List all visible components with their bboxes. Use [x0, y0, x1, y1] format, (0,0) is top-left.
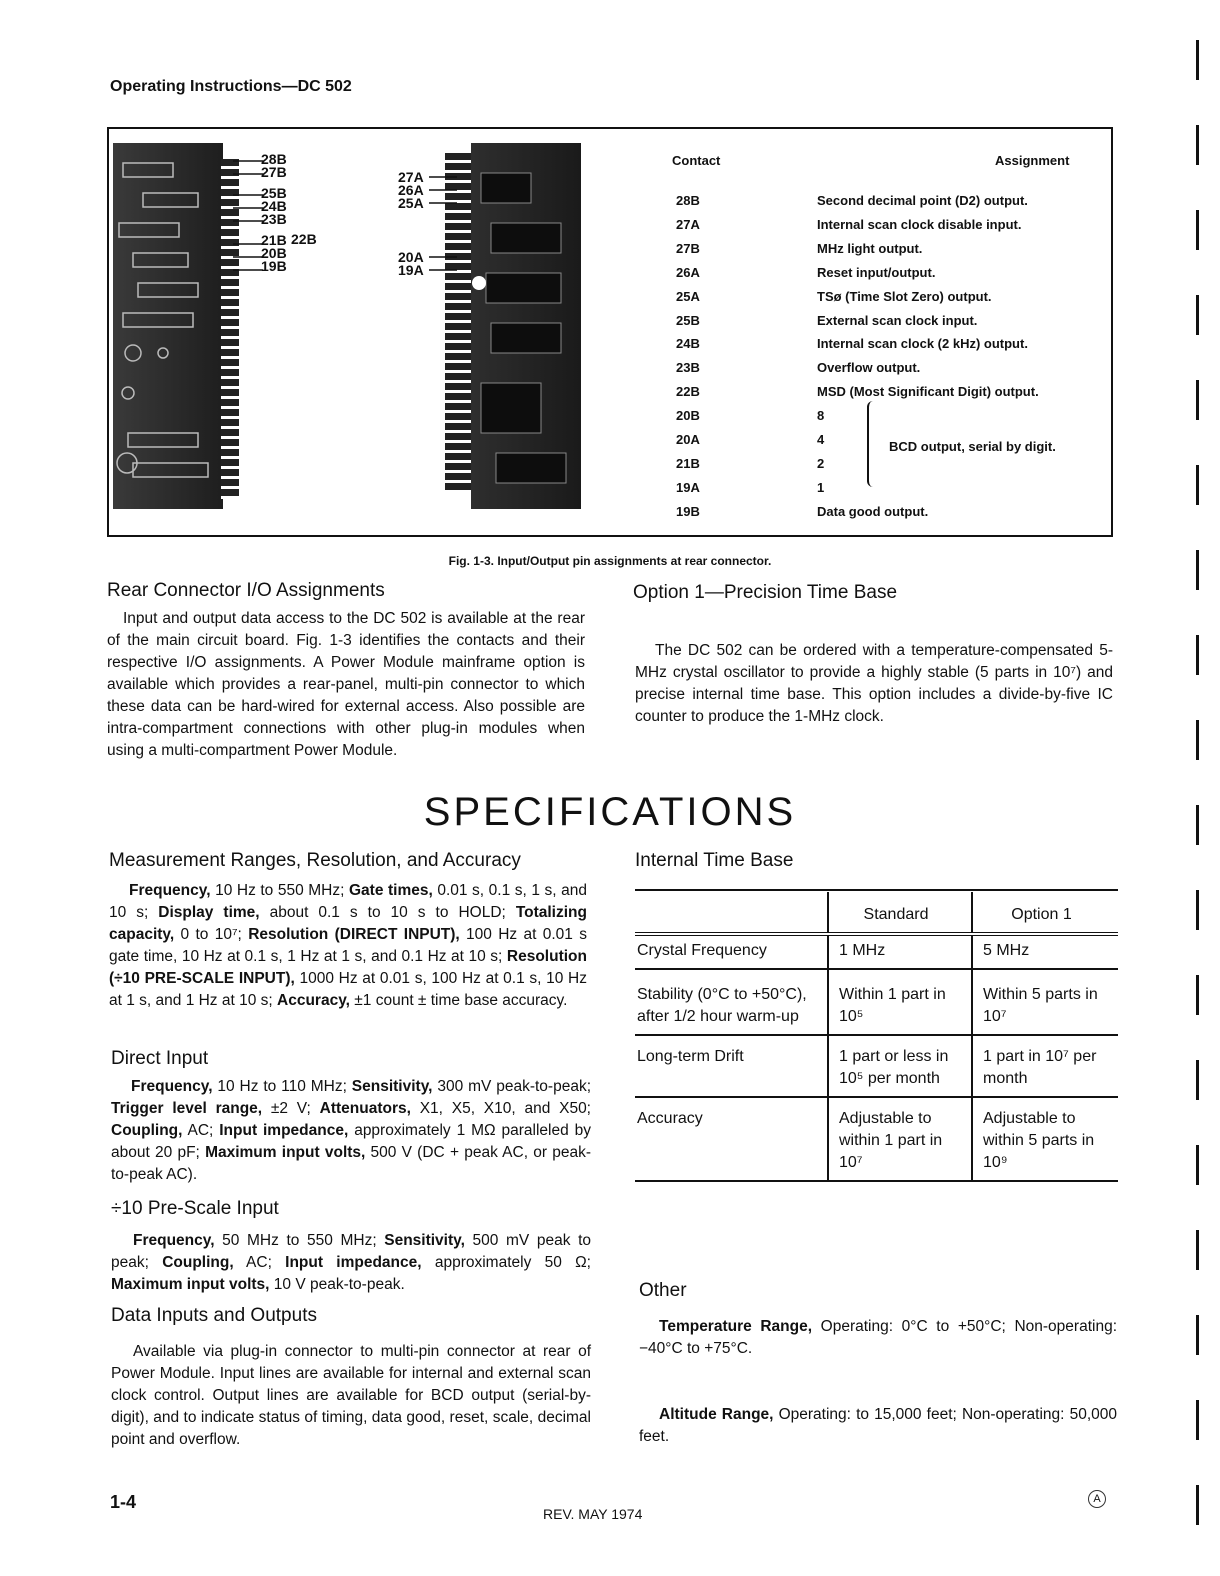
figure-caption: Fig. 1-3. Input/Output pin assignments at rear connector.	[448, 554, 772, 568]
spec-label: Accuracy,	[277, 992, 350, 1009]
pin-label: 25A	[398, 195, 424, 211]
spec-label: Sensitivity,	[351, 1078, 433, 1095]
option1-heading: Option 1—Precision Time Base	[633, 582, 898, 603]
spec-value: 500 V (DC + peak AC, or peak-to-peak AC).	[111, 1144, 591, 1183]
spec-label: Resolution (DIRECT INPUT),	[248, 926, 460, 943]
timebase-heading: Internal Time Base	[635, 850, 794, 871]
pin-label: 26A	[398, 182, 424, 198]
contact-cell: 22B	[676, 384, 700, 400]
other-heading: Other	[639, 1280, 687, 1301]
circuit-board-photo-right	[471, 143, 581, 509]
measurement-body	[109, 880, 587, 1012]
spec-value: ±1 count ± time base accuracy.	[349, 992, 568, 1009]
timebase-table	[635, 892, 1118, 1182]
assignment-cell: Second decimal point (D2) output.	[817, 193, 1028, 208]
table-row	[635, 1035, 1118, 1097]
temperature-range	[639, 1316, 1117, 1360]
spec-value: 0.01 s, 0.1 s, 1 s, and 10 s;	[109, 882, 588, 921]
table-cell: Accuracy	[635, 1097, 828, 1181]
spec-label: Input impedance,	[285, 1254, 422, 1271]
spec-label: Maximum input volts,	[205, 1144, 366, 1161]
spec-value: approximately 1 MΩ paralleled by about 20 pF;	[111, 1122, 591, 1161]
table-cell: Adjustable to within 1 part in 10⁷	[828, 1097, 972, 1181]
table-cell: Within 5 parts in 10⁷	[983, 986, 1098, 1025]
table-cell: 1 part in 10⁷ per month	[983, 1048, 1097, 1087]
spec-label: Maximum input volts,	[111, 1276, 270, 1293]
bcd-brace	[867, 401, 877, 487]
assignment-cell: 2	[817, 455, 825, 471]
right-pin-labels-bottom	[398, 251, 424, 277]
specifications-title: SPECIFICATIONS	[423, 790, 797, 834]
spec-label: Input impedance,	[219, 1122, 349, 1139]
dataio-heading: Data Inputs and Outputs	[111, 1305, 317, 1326]
contact-cell: 28B	[676, 193, 700, 208]
assignment-cell: Data good output.	[817, 503, 929, 519]
spec-label: Frequency,	[129, 882, 211, 899]
temperature-label: Temperature Range,	[659, 1318, 813, 1335]
spec-label: Display time,	[158, 904, 260, 921]
contact-cell: 24B	[676, 336, 700, 352]
measurement-heading: Measurement Ranges, Resolution, and Accuracy	[109, 850, 521, 871]
spec-value: 1000 Hz at 0.01 s, 100 Hz at 0.1 s, 10 Hz at 1 s, and 1 Hz at 10 s;	[109, 970, 587, 1009]
contact-cell: 25B	[676, 312, 700, 328]
spec-label: Frequency,	[131, 1078, 213, 1095]
assignment-cell: Reset input/output.	[817, 264, 936, 280]
table-cell: 5 MHz	[983, 942, 1030, 959]
spec-value: 10 V peak-to-peak.	[269, 1276, 405, 1293]
pin-label: 27B	[261, 164, 287, 180]
table-cell: Adjustable to within 5 parts in 10⁹	[983, 1110, 1095, 1171]
contact-cell: 25A	[676, 288, 700, 304]
spec-value: AC;	[182, 1122, 220, 1139]
circuit-board-photo-left	[113, 143, 223, 509]
table-row	[635, 1097, 1118, 1181]
page-number: 1-4	[110, 1492, 137, 1512]
table-header: Option 1	[1011, 906, 1072, 923]
spec-value: about 0.1 s to 10 s to HOLD;	[259, 904, 516, 921]
pin-label: 20A	[398, 249, 424, 265]
assignment-cell: MHz light output.	[817, 240, 923, 256]
temperature-text: Operating: 0°C to +50°C; Non-operating: −40°C to +75°C.	[639, 1318, 1117, 1357]
spec-value: ±2 V;	[262, 1100, 320, 1117]
spec-value: 10 Hz to 550 MHz;	[210, 882, 349, 899]
pin-label: 19B	[261, 258, 287, 274]
table-cell: Stability (0°C to +50°C), after 1/2 hour warm-up	[635, 969, 828, 1035]
contact-cell: 23B	[676, 360, 700, 376]
assignment-cell: MSD (Most Significant Digit) output.	[817, 384, 1039, 400]
figure-1-3	[107, 127, 1113, 537]
revision-date: REV. MAY 1974	[543, 1506, 643, 1522]
group-pin-label: 22B	[291, 231, 317, 247]
pin-label: 21B	[261, 232, 287, 248]
spec-value: 500 mV peak to peak;	[111, 1232, 591, 1271]
contact-header: Contact	[672, 153, 721, 168]
assignment-cell: 8	[817, 408, 825, 424]
table-header-row	[635, 892, 1118, 934]
altitude-range	[639, 1404, 1117, 1448]
pin-label: 19A	[398, 262, 424, 278]
contact-cell: 27A	[676, 216, 700, 232]
spec-label: Trigger level range,	[111, 1100, 263, 1117]
assignment-header: Assignment	[995, 153, 1070, 168]
contact-cell: 20A	[676, 432, 700, 448]
left-pin-labels	[261, 153, 287, 273]
direct-heading: Direct Input	[111, 1048, 209, 1069]
spec-value: X1, X5, X10, and X50;	[410, 1100, 591, 1117]
tektronix-logo: A	[1088, 1490, 1106, 1508]
prescale-body	[111, 1230, 591, 1296]
spec-label: Coupling,	[162, 1254, 234, 1271]
right-pin-labels-top	[398, 171, 424, 210]
assignment-cell: Internal scan clock (2 kHz) output.	[817, 336, 1028, 352]
table-header: Standard	[828, 892, 972, 934]
table-cell: Within 1 part in 10⁵	[828, 969, 972, 1035]
table-cell: 1 part or less in 10⁵ per month	[828, 1035, 972, 1097]
assignment-cell: 4	[817, 432, 825, 448]
arrows-left	[229, 155, 263, 285]
arrows-right	[429, 171, 459, 281]
contact-cell: 20B	[676, 408, 700, 424]
altitude-label: Altitude Range,	[659, 1406, 774, 1423]
assignment-cell: 1	[817, 479, 825, 495]
spec-label: Coupling,	[111, 1122, 183, 1139]
assignment-column	[817, 189, 1039, 524]
option1-body: The DC 502 can be ordered with a temperature-compensated 5-MHz crystal oscillator to provide a highly stable (5 parts in 10⁷) and precise internal time base. This option includes a divide-by-five IC counter to produce the 1-MHz clock.	[635, 642, 1113, 725]
pin-label: 20B	[261, 245, 287, 261]
assignment-cell: External scan clock input.	[817, 312, 978, 328]
spec-label: Frequency,	[133, 1232, 215, 1249]
rear-body: Input and output data access to the DC 502 is available at the rear of the main circuit board. Fig. 1-3 identifies the contacts and their respective I/O assignments. A Power Module mainframe option is available which provides a rear-panel, multi-pin connector to which these data can be hard-wired for external access. Also possible are intra-compartment connections with other plug-in modules when using a multi-compartment Power Module.	[107, 610, 585, 759]
spec-value: 10 Hz to 110 MHz;	[212, 1078, 352, 1095]
pin-label: 27A	[398, 169, 424, 185]
spec-label: Resolution (÷10 PRE-SCALE INPUT),	[109, 948, 587, 987]
contact-cell: 27B	[676, 240, 700, 256]
contact-cell: 21B	[676, 455, 700, 471]
contact-column	[676, 189, 700, 524]
pin-label: 25B	[261, 185, 287, 201]
table-cell: Crystal Frequency	[635, 934, 828, 969]
pin-label: 28B	[261, 151, 287, 167]
contact-cell: 19B	[676, 503, 700, 519]
assignment-cell: Overflow output.	[817, 360, 921, 376]
assignment-cell: Internal scan clock disable input.	[817, 216, 1022, 232]
bcd-label: BCD output, serial by digit.	[889, 439, 1056, 454]
table-cell: Long-term Drift	[635, 1035, 828, 1097]
binder-marks	[1196, 40, 1199, 1540]
contact-cell: 26A	[676, 264, 700, 280]
spec-value: 100 Hz at 0.01 s gate time, 10 Hz at 0.1 s, 1 Hz at 1 s, and 0.1 Hz at 10 s;	[109, 926, 587, 965]
contact-cell: 19A	[676, 479, 700, 495]
table-cell	[635, 892, 828, 934]
pin-label: 24B	[261, 198, 287, 214]
running-header: Operating Instructions—DC 502	[110, 78, 352, 95]
spec-value: 0 to 10⁷;	[174, 926, 249, 943]
table-cell: 1 MHz	[828, 934, 972, 969]
spec-label: Sensitivity,	[384, 1232, 465, 1249]
rear-heading: Rear Connector I/O Assignments	[107, 580, 385, 601]
spec-value: approximately 50 Ω;	[421, 1254, 591, 1271]
spec-value: 300 mV peak-to-peak;	[432, 1078, 592, 1095]
spec-label: Totalizing capacity,	[109, 904, 587, 943]
spec-value: AC;	[233, 1254, 286, 1271]
table-row	[635, 969, 1118, 1035]
spec-label: Attenuators,	[319, 1100, 411, 1117]
direct-body	[111, 1076, 591, 1186]
table-row	[635, 934, 1118, 969]
spec-label: Gate times,	[348, 882, 433, 899]
spec-value: 50 MHz to 550 MHz;	[214, 1232, 385, 1249]
altitude-text: Operating: to 15,000 feet; Non-operating: 50,000 feet.	[639, 1406, 1117, 1445]
assignment-cell: TSø (Time Slot Zero) output.	[817, 288, 992, 304]
pin-label: 23B	[261, 211, 287, 227]
dataio-body: Available via plug-in connector to multi-pin connector at rear of Power Module. Input lines are available for internal and external scan clock control. Output lines are available for BCD output (serial-by-digit), and to indicate status of timing, data good, reset, scale, decimal point and overflow.	[111, 1343, 591, 1448]
prescale-heading: ÷10 Pre-Scale Input	[111, 1198, 279, 1219]
